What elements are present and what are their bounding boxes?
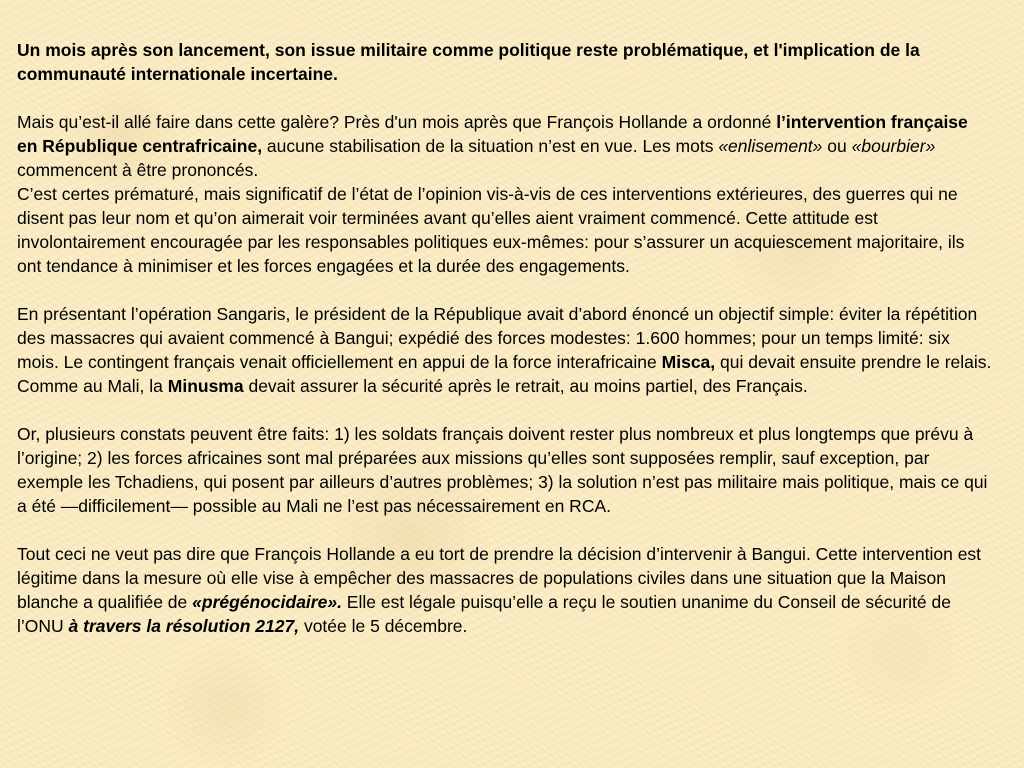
paragraph-3-bold-misca: Misca, — [661, 352, 716, 372]
paragraph-5-bolditalic-pregenocidaire: «prégénocidaire». — [192, 592, 342, 612]
paragraph-1-text-c: aucune stabilisation de la situation n’est en vue. Les mots — [262, 136, 719, 156]
paragraph-5-text-e: votée le 5 décembre. — [299, 616, 468, 636]
paragraph-1-italic-enlisement: «enlisement» — [718, 136, 823, 156]
paragraph-5 — [17, 542, 992, 638]
paragraph-5-text-a: Tout ceci ne veut pas dire que François Hollande a eu tort de prendre la décision d’intervenir à Bangui. Cette intervention est légitime dans la mesure où elle vise à empêcher des massacres de populations civiles dans une situation que la Maison blanche a qualifiée de — [17, 544, 982, 612]
paragraph-1-bold-intervention: l’intervention française en République centrafricaine, — [17, 112, 968, 156]
paragraph-1-text-a: Mais qu’est-il allé faire dans cette galère? Près d'un mois après que François Hollande a ordonné — [17, 112, 777, 132]
paragraph-3 — [17, 302, 992, 398]
paragraph-3-text-e: devait assurer la sécurité après le retrait, au moins partiel, des Français. — [243, 376, 808, 396]
paragraph-5-bolditalic-resolution: à travers la résolution 2127, — [68, 616, 300, 636]
paragraph-3-text-c: qui devait ensuite prendre le relais. Comme au Mali, la — [17, 352, 992, 396]
lead-paragraph: Un mois après son lancement, son issue militaire comme politique reste problématique, et l'implication de la communauté internationale incertaine. — [17, 40, 920, 84]
paragraph-1-text-e: ou — [822, 136, 852, 156]
paragraph-4: Or, plusieurs constats peuvent être faits: 1) les soldats français doivent rester plus nombreux et plus longtemps que prévu à l’origine; 2) les forces africaines sont mal préparées aux missions qu’elles sont supposées remplir, sauf exception, par exemple les Tchadiens, qui posent par ailleurs d’autres problèmes; 3) la solution n’est pas militaire mais politique, mais ce qui a été —difficilement— possible au Mali ne l’est pas nécessairement en RCA. — [17, 424, 988, 516]
paragraph-1-text-g: commencent à être prononcés. — [17, 160, 259, 180]
article-body — [17, 38, 992, 662]
paragraph-3-bold-minusma: Minusma — [167, 376, 244, 396]
paragraph-5-text-c: Elle est légale puisqu’elle a reçu le soutien unanime du Conseil de sécurité de l’ONU — [17, 592, 951, 636]
paragraph-1-italic-bourbier: «bourbier» — [851, 136, 936, 156]
paragraph-3-text-a: En présentant l’opération Sangaris, le président de la République avait d’abord énoncé un objectif simple: éviter la répétition des massacres qui avaient commencé à Bangui; expédié des forces modestes: 1.600 hommes; pour un temps limité: six mois. Le contingent français venait officiellement en appui de la force interafricaine — [17, 304, 978, 372]
paragraph-2: C’est certes prématuré, mais significatif de l’état de l’opinion vis-à-vis de ces interventions extérieures, des guerres qui ne disent pas leur nom et qu’on aimerait voir terminées avant qu’elles aient vraiment commencé. Cette attitude est involontairement encouragée par les responsables politiques eux-mêmes: pour s’assurer un acquiescement majoritaire, ils ont tendance à minimiser et les forces engagées et la durée des engagements. — [17, 184, 965, 276]
paragraph-1 — [17, 110, 992, 182]
